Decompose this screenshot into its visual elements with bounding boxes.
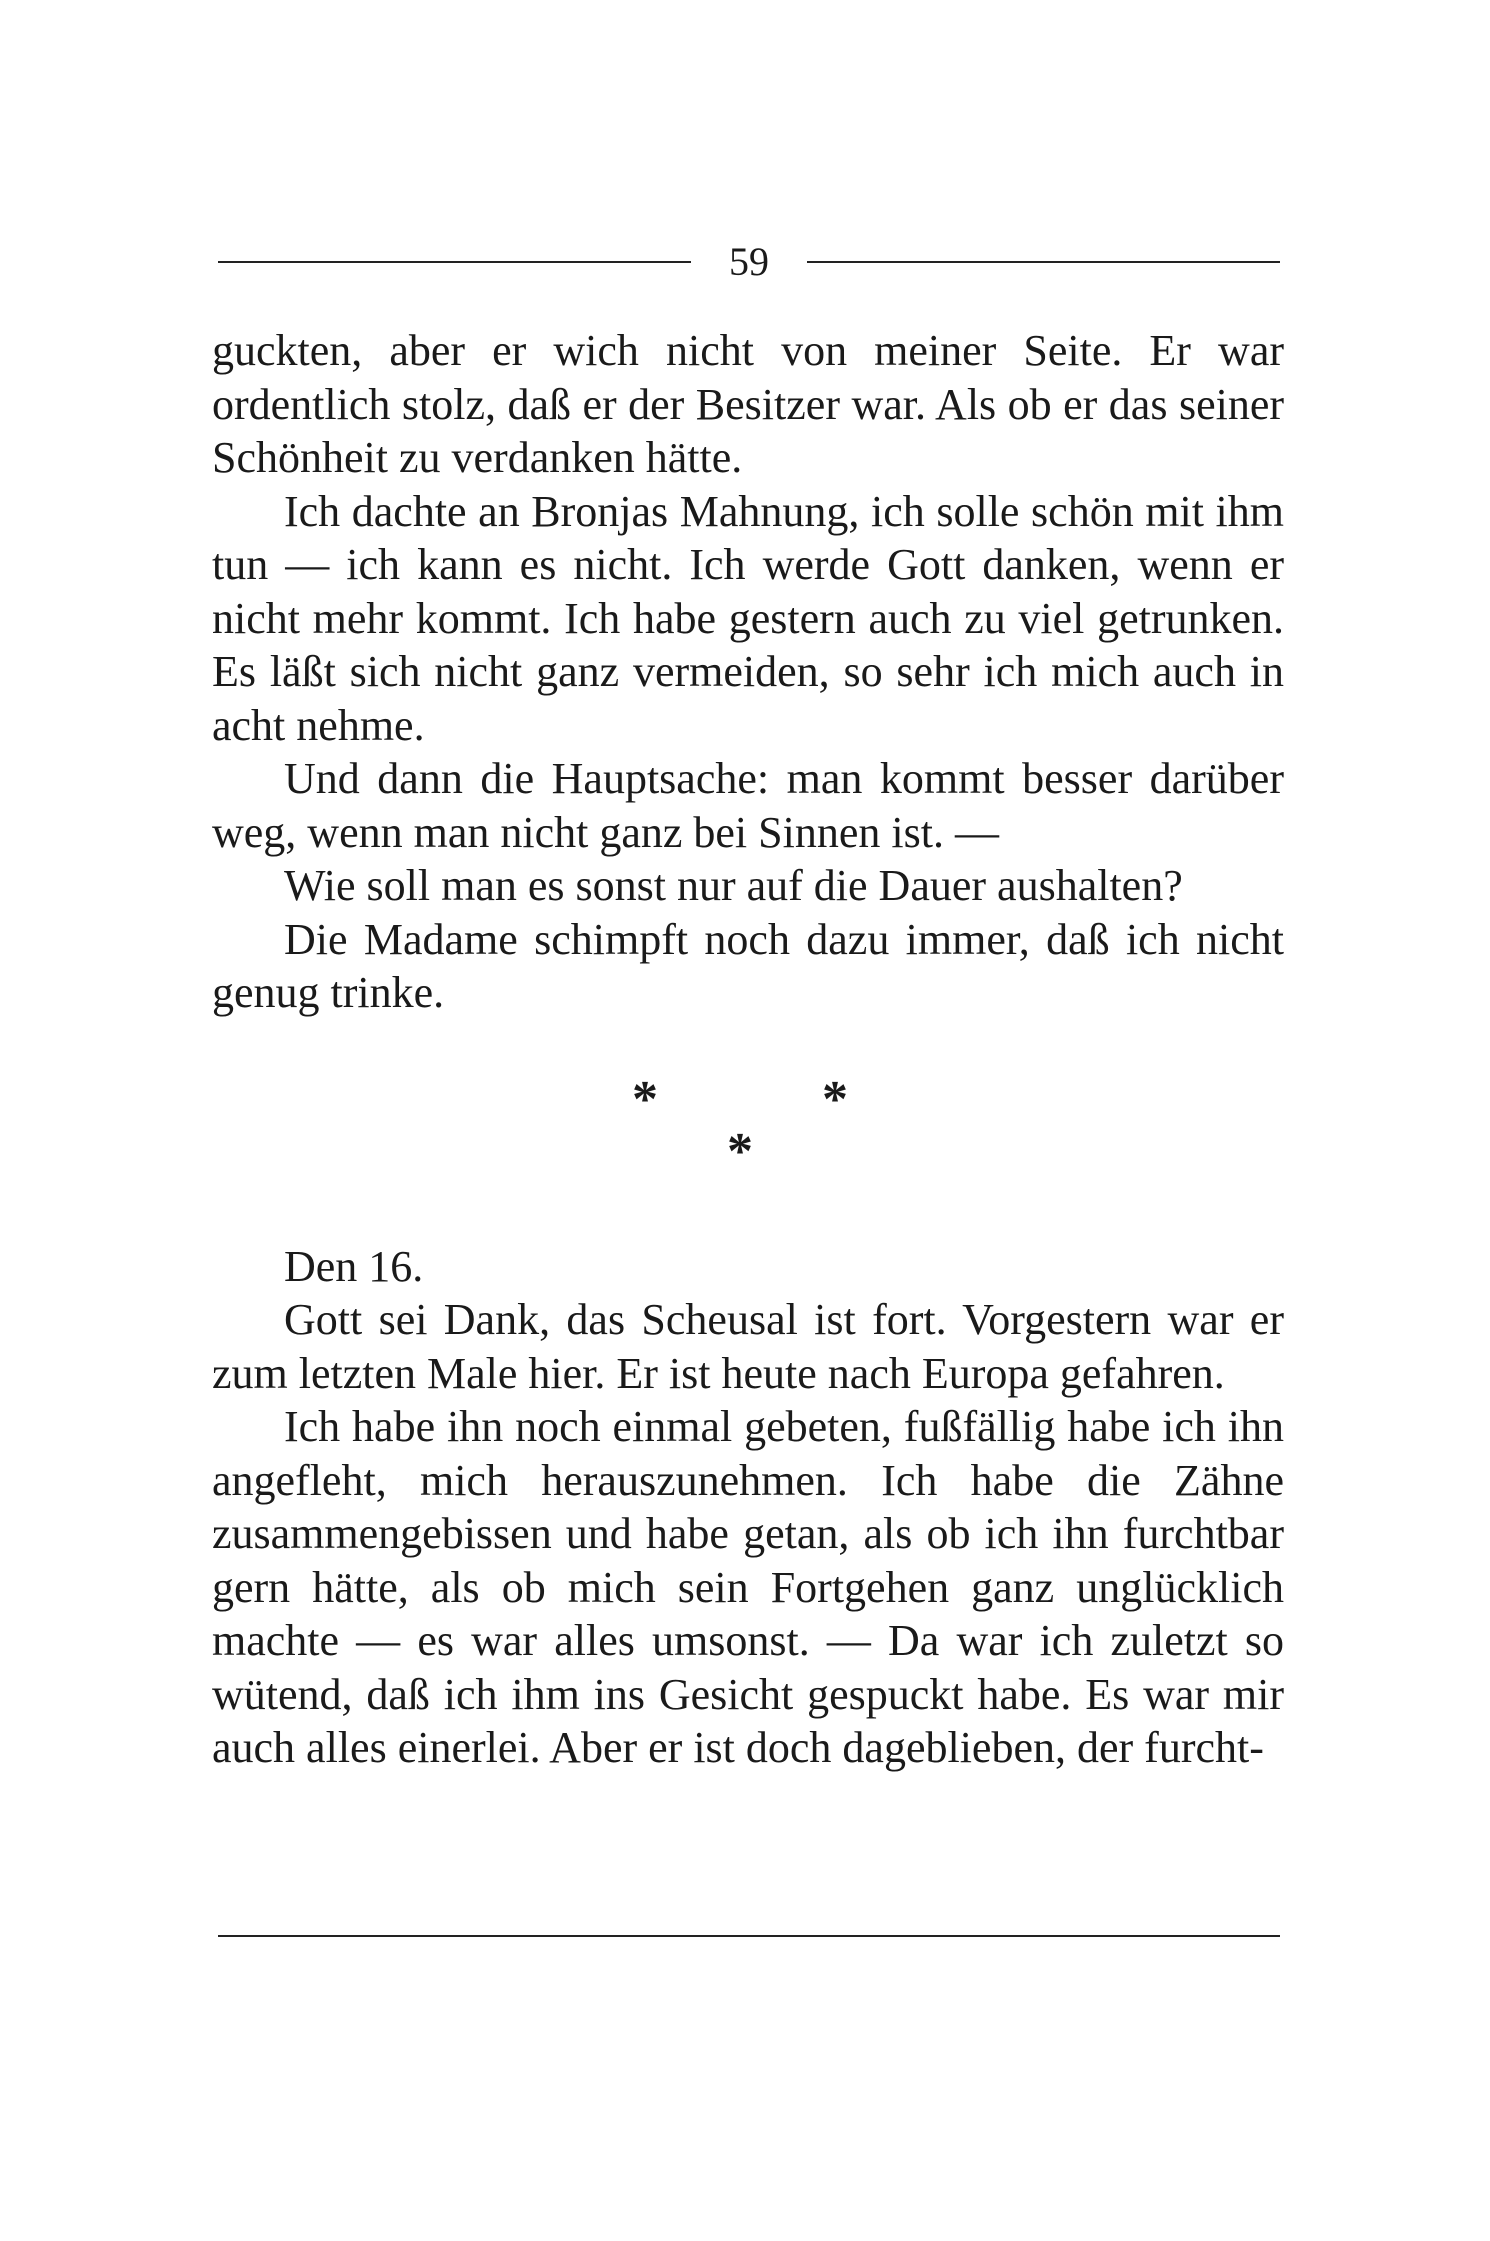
diary-date-heading: Den 16.	[284, 1241, 424, 1291]
footer-rule	[218, 1935, 1280, 1937]
paragraph: Ich dachte an Bronjas Mahnung, ich solle schön mit ihm tun — ich kann es nicht. Ich werde Gott danken, wenn er nicht mehr kommt. Ich habe gestern auch zu viel getrunken. Es läßt sich nicht ganz vermeiden, so sehr ich mich auch in acht nehme.	[212, 486, 1284, 750]
page-header	[218, 232, 1280, 292]
page-number: 59	[729, 239, 769, 284]
header-rule-right	[807, 261, 1280, 263]
paragraph: Wie soll man es sonst nur auf die Dauer aushalten?	[284, 861, 1183, 910]
header-rule-left	[218, 261, 691, 263]
paragraph: Gott sei Dank, das Scheusal ist fort. Vorgestern war er zum letzten Male hier. Er ist heute nach Europa gefahren.	[212, 1295, 1284, 1398]
body-text	[212, 324, 1284, 1775]
paragraph: guckten, aber er wich nicht von meiner Seite. Er war ordentlich stolz, daß er der Besitzer war. Als ob er das seiner Schönheit zu verdanken hätte.	[212, 326, 1284, 482]
section-break-asterism	[212, 1072, 1284, 1240]
paragraph: Und dann die Hauptsache: man kommt besser darüber weg, wenn man nicht ganz bei Sinnen ist. —	[212, 754, 1284, 857]
paragraph: Ich habe ihn noch einmal gebeten, fußfällig habe ich ihn angefleht, mich herauszunehmen. Ich habe die Zähne zusammengebissen und habe getan, als ob ich ihn furchtbar gern hätte, als ob mich sein Fortgehen ganz unglücklich machte — es war alles umsonst. — Da war ich zuletzt so wütend, daß ich ihm ins Gesicht gespuckt habe. Es war mir auch alles einerlei. Aber er ist doch dageblieben, der furcht-	[212, 1402, 1284, 1772]
asterisk: *	[822, 1070, 848, 1128]
paragraph: Die Madame schimpft noch dazu immer, daß ich nicht genug trinke.	[212, 914, 1284, 1017]
asterisk: *	[727, 1122, 753, 1180]
asterisk: *	[632, 1070, 658, 1128]
